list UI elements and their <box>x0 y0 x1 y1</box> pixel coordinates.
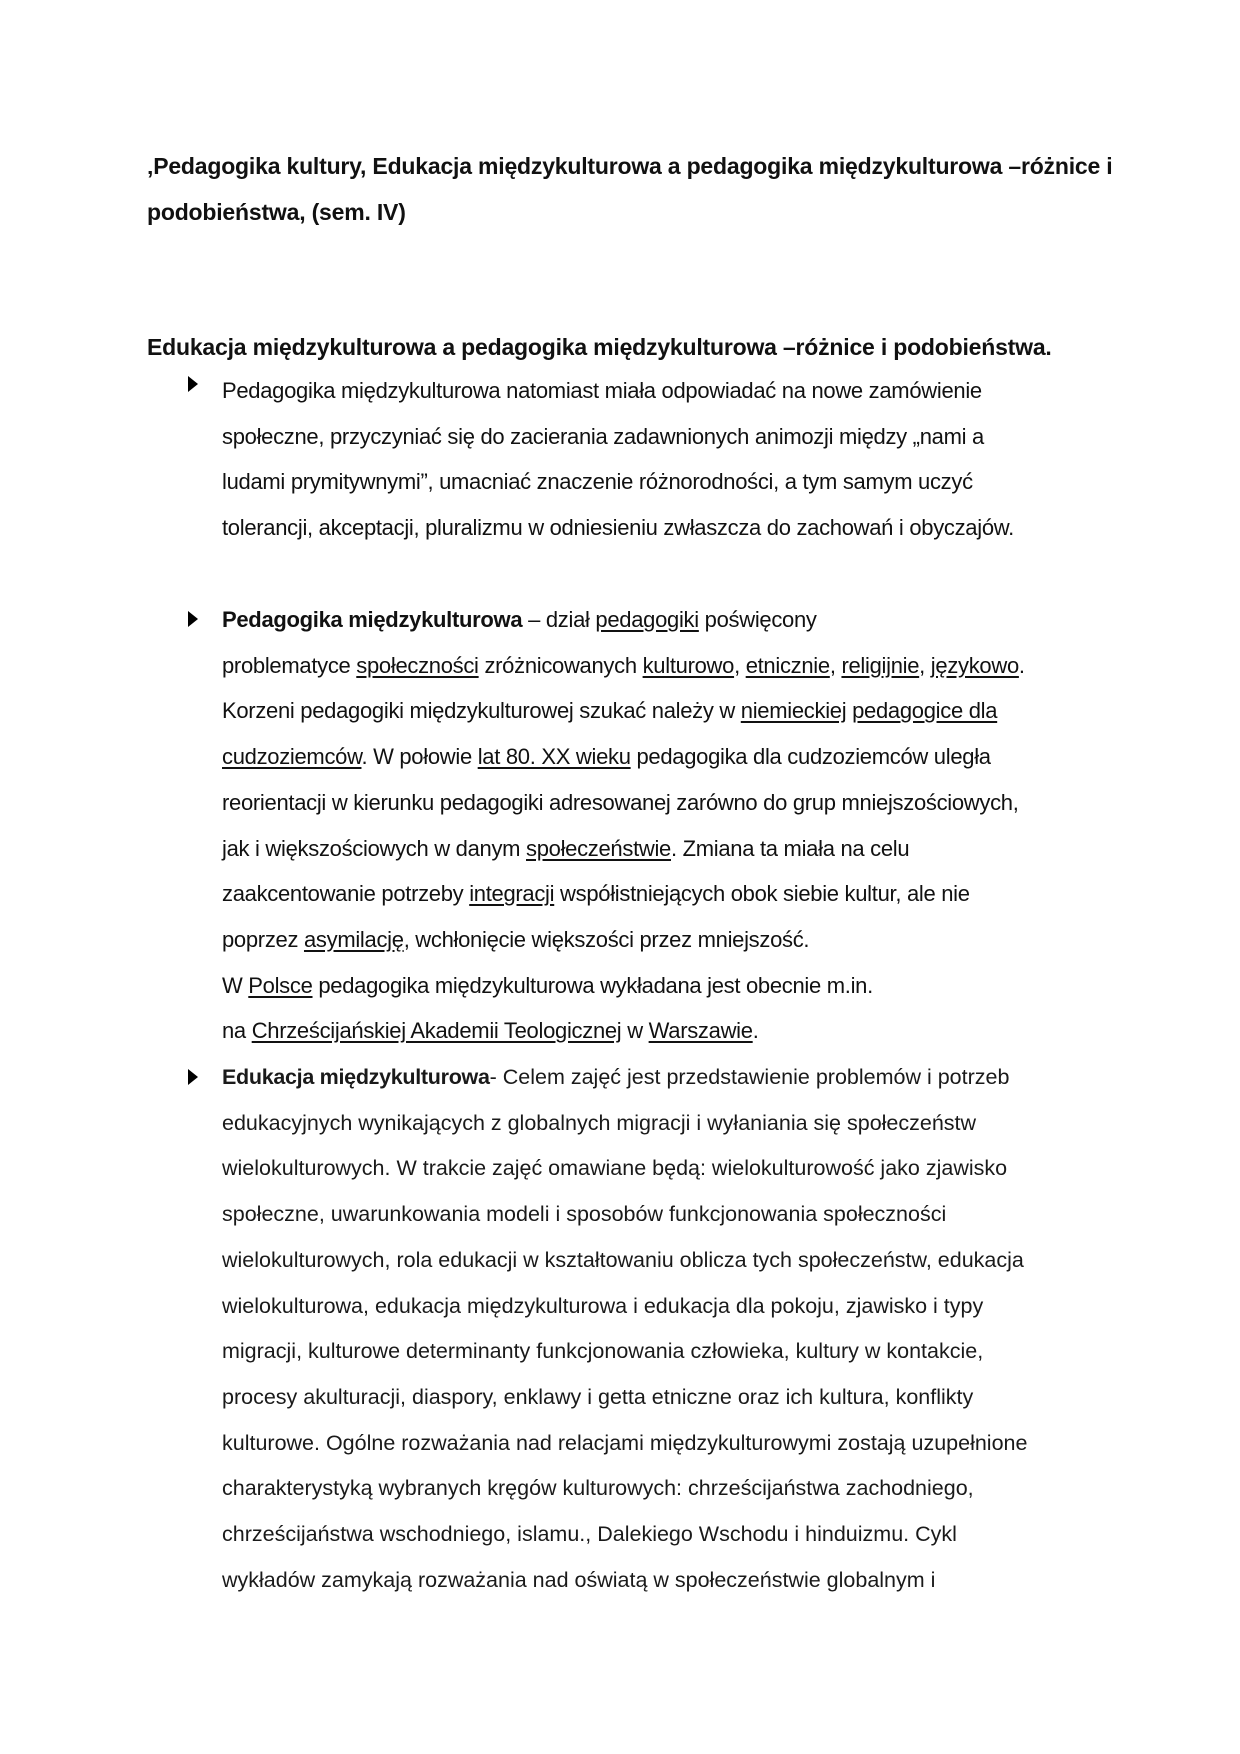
paragraph-line: wielokulturowych. W trakcie zajęć omawiane będą: wielokulturowość jako zjawisko <box>222 1156 1008 1181</box>
triangle-right-icon <box>186 374 206 394</box>
paragraph-line <box>222 1008 1097 1054</box>
text-span: pedagogika dla cudzoziemców uległa <box>630 744 991 770</box>
text-span: problematyce <box>222 652 357 678</box>
text-span: współistniejących obok siebie kultur, ale nie <box>554 881 970 907</box>
text-span: jak i większościowych w danym <box>222 835 526 861</box>
text-span: . W połowie <box>361 744 478 770</box>
link-kulturowo[interactable]: kulturowo <box>642 652 735 678</box>
text-span: , wchłonięcie większości przez mniejszość. <box>403 926 810 952</box>
term-pedagogika-miedzykulturowa: Pedagogika międzykulturowa <box>222 607 523 632</box>
text-span: Korzeni pedagogiki międzykulturowej szukać należy w <box>222 698 741 724</box>
paragraph-line: migracji, kulturowe determinanty funkcjonowania człowieka, kultury w kontakcie, <box>222 1339 984 1364</box>
link-niemieckiej[interactable]: niemieckiej <box>740 698 847 724</box>
paragraph-line: ludami prymitywnymi”, umacniać znaczenie różnorodności, a tym samym uczyć <box>222 469 973 495</box>
link-cudzoziemcow[interactable]: cudzoziemców <box>222 744 362 770</box>
paragraph-line: wielokulturowa, edukacja międzykulturowa i edukacja dla pokoju, zjawisko i typy <box>222 1293 984 1318</box>
paragraph-line <box>222 826 1097 872</box>
term-edukacja-miedzykulturowa: Edukacja międzykulturowa <box>222 1065 490 1089</box>
paragraph-line <box>222 643 1097 689</box>
text-span: w <box>621 1018 649 1044</box>
paragraph-line <box>222 917 1097 963</box>
text-span: poświęcony <box>698 607 817 632</box>
text-span: pedagogika międzykulturowa wykładana jest obecnie m.in. <box>312 972 873 998</box>
bullet-item-2 <box>222 597 1097 1054</box>
paragraph-line: wielokulturowych, rola edukacji w kształtowaniu oblicza tych społeczeństw, edukacja <box>222 1247 1024 1272</box>
link-integracji[interactable]: integracji <box>469 881 555 907</box>
text-span: – dział <box>522 607 596 632</box>
paragraph-line <box>222 1055 1097 1101</box>
paragraph-line: procesy akulturacji, diaspory, enklawy i getta etniczne oraz ich kultura, konflikty <box>222 1384 974 1409</box>
paragraph-line: charakterystyką wybranych kręgów kulturowych: chrześcijaństwa zachodniego, <box>222 1476 974 1501</box>
paragraph-line: społeczne, przyczyniać się do zacierania zadawnionych animozji między „nami a <box>222 423 984 449</box>
link-warszawie[interactable]: Warszawie <box>648 1018 753 1044</box>
text-span: na <box>222 1018 252 1044</box>
text-span: , <box>829 652 842 678</box>
link-etnicznie[interactable]: etnicznie <box>745 652 830 678</box>
text-span: . <box>1018 652 1025 678</box>
paragraph-line <box>222 871 1097 917</box>
link-jezykowo[interactable]: językowo <box>930 652 1019 678</box>
bullet-item-3 <box>222 1055 1097 1603</box>
title-line-1: ‚Pedagogika kultury, Edukacja międzykulturowa a pedagogika międzykulturowa –różnice i <box>147 153 1113 179</box>
text-span: , <box>919 652 931 678</box>
paragraph-line <box>222 688 1097 734</box>
text-span: zróżnicowanych <box>478 652 643 678</box>
triangle-right-icon <box>186 609 206 629</box>
paragraph-line: tolerancji, akceptacji, pluralizmu w odniesieniu zwłaszcza do zachowań i obyczajów. <box>222 515 1014 541</box>
text-span: zaakcentowanie potrzeby <box>222 881 470 907</box>
bullet-item-1 <box>222 368 1097 551</box>
section-heading: Edukacja międzykulturowa a pedagogika międzykulturowa –różnice i podobieństwa. <box>147 334 1052 360</box>
text-span: . Zmiana ta miała na celu <box>671 835 910 861</box>
link-pedagogiki[interactable]: pedagogiki <box>595 607 699 632</box>
paragraph-line: edukacyjnych wynikających z globalnych migracji i wyłaniania się społeczeństw <box>222 1110 977 1135</box>
link-spolecznosci[interactable]: społeczności <box>356 652 479 678</box>
paragraph-line: kulturowe. Ogólne rozważania nad relacjami międzykulturowymi zostają uzupełnione <box>222 1430 1028 1455</box>
document-title <box>147 143 1113 235</box>
link-religijnie[interactable]: religijnie <box>841 652 920 678</box>
text-span: . <box>752 1018 759 1044</box>
paragraph-line: społeczne, uwarunkowania modeli i sposobów funkcjonowania społeczności <box>222 1202 947 1227</box>
link-lat-80[interactable]: lat 80. XX wieku <box>477 744 631 770</box>
title-line-2: podobieństwa, (sem. IV) <box>147 199 406 225</box>
paragraph-line: reorientacji w kierunku pedagogiki adresowanej zarówno do grup mniejszościowych, <box>222 789 1019 815</box>
paragraph-line <box>222 597 1097 643</box>
text-span: , <box>734 652 746 678</box>
paragraph-line: wykładów zamykają rozważania nad oświatą w społeczeństwie globalnym i <box>222 1567 936 1592</box>
link-polsce[interactable]: Polsce <box>248 972 313 998</box>
link-pedagogice-dla-cudzoziemcow[interactable]: pedagogice dla <box>852 698 998 724</box>
paragraph-line: Pedagogika międzykulturowa natomiast miała odpowiadać na nowe zamówienie <box>222 378 982 403</box>
paragraph-line: chrześcijaństwa wschodniego, islamu., Dalekiego Wschodu i hinduizmu. Cykl <box>222 1522 957 1547</box>
paragraph-line <box>222 734 1097 780</box>
text-span: - Celem zajęć jest przedstawienie problemów i potrzeb <box>489 1065 1010 1089</box>
text-span: W <box>222 972 249 998</box>
triangle-right-icon <box>186 1067 206 1087</box>
link-chat[interactable]: Chrześcijańskiej Akademii Teologicznej <box>251 1018 622 1044</box>
link-asymilacje[interactable]: asymilację <box>303 926 404 952</box>
link-spoleczenstwie[interactable]: społeczeństwie <box>526 835 671 861</box>
paragraph-line <box>222 963 1097 1009</box>
text-span: poprzez <box>222 926 304 952</box>
